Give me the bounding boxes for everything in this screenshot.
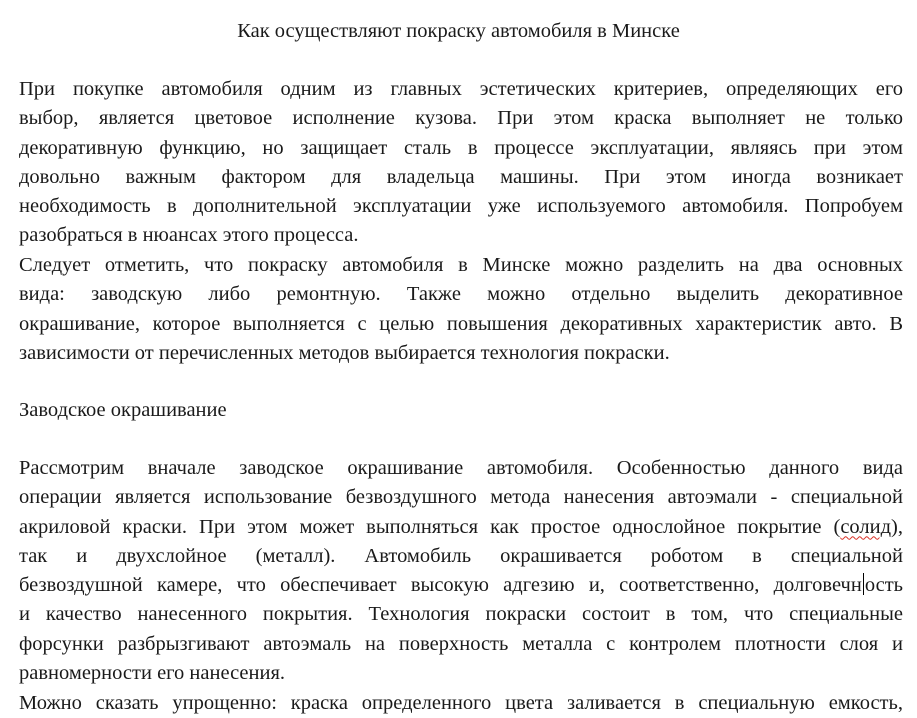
text-line: зависимости от перечисленных методов выбирается технология покраски. [19,341,670,364]
text-fragment: акриловой краски. При этом может выполняться как простое однослойное покрытие ( [19,515,841,538]
misspelled-word[interactable]: солид [840,515,892,538]
section-heading: Заводское окрашивание [19,399,227,421]
text-line: операции является использование безвоздушного метода нанесения автоэмали - специальной [19,486,903,509]
text-line: Следует отметить, что покраску автомобиля в Минске можно разделить на два основных [19,254,903,276]
text-line: декоративную функцию, но защищает сталь в процессе эксплуатации, являясь при этом [19,136,903,159]
paragraph-simplified [19,689,903,718]
text-line [19,571,903,600]
text-line: Рассмотрим вначале заводское окрашивание автомобиля. Особенностью данного вида [19,457,903,479]
text-line: выбор, является цветовое исполнение кузова. При этом краска выполняет не только [19,107,903,130]
text-line: Можно сказать упрощенно: краска определенного цвета заливается в специальную емкость, [19,692,903,714]
text-line [19,513,903,542]
text-fragment: ость [864,574,903,597]
text-line: вида: заводскую либо ремонтную. Также можно отдельно выделить декоративное [19,283,903,306]
text-fragment: безвоздушной камере, что обеспечивает высокую адгезию и, соответственно, долговечн [19,574,862,597]
text-line: При покупке автомобиля одним из главных эстетических критериев, определяющих его [19,78,903,100]
text-line: и качество нанесенного покрытия. Технология покраски состоит в том, что специальные [19,603,903,626]
text-line: так и двухслойное (металл). Автомобиль окрашивается роботом в специальной [19,544,903,567]
text-line: форсунки разбрызгивают автоэмаль на поверхность металла с контролем плотности слоя и [19,632,903,655]
text-line: окрашивание, которое выполняется с целью повышения декоративных характеристик авто. В [19,312,903,335]
text-line: необходимость в дополнительной эксплуатации уже используемого автомобиля. Попробуем [19,195,903,218]
text-fragment: ), [891,515,903,538]
paragraph-intro [19,75,903,251]
text-line: равномерности его нанесения. [19,662,286,685]
text-line: довольно важным фактором для владельца машины. При этом иногда возникает [19,165,903,188]
paragraph-factory-painting [19,454,903,688]
text-line: разобраться в нюансах этого процесса. [19,224,359,247]
text-cursor [863,573,864,595]
document-title: Как осуществляют покраску автомобиля в Минске [237,20,680,42]
paragraph-types [19,251,903,368]
